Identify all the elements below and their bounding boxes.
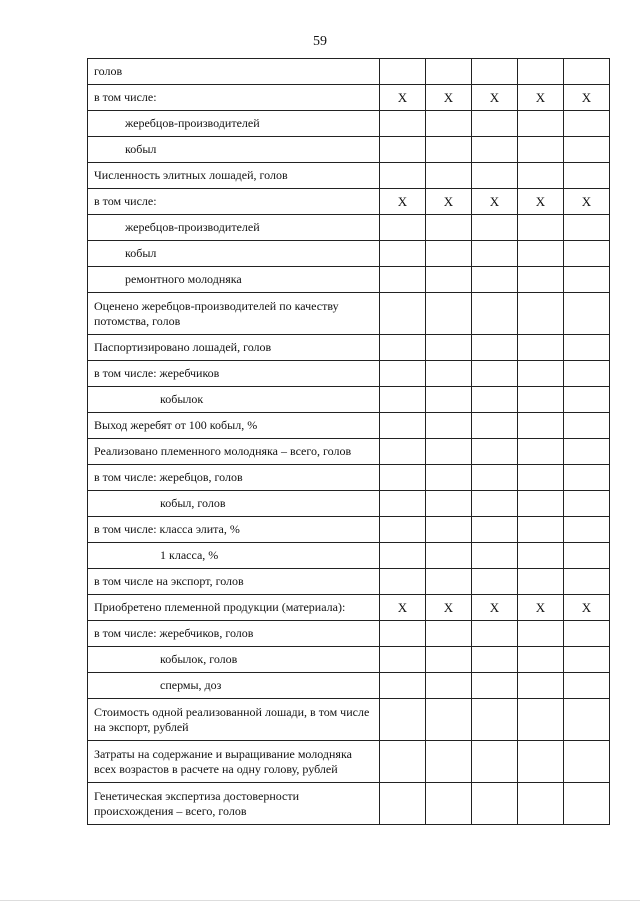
table-row <box>88 335 610 361</box>
value-cell <box>380 439 426 465</box>
value-cell <box>564 335 610 361</box>
value-cell: X <box>472 189 518 215</box>
row-label: в том числе: класса элита, % <box>88 517 380 543</box>
value-cell <box>564 163 610 189</box>
table-row <box>88 413 610 439</box>
value-cell <box>564 569 610 595</box>
value-cell <box>472 569 518 595</box>
value-cell <box>564 293 610 335</box>
livestock-form-table <box>87 58 610 825</box>
row-label: 1 класса, % <box>88 543 380 569</box>
value-cell <box>380 621 426 647</box>
value-cell <box>518 543 564 569</box>
row-label: в том числе: <box>88 189 380 215</box>
value-cell <box>472 335 518 361</box>
value-cell <box>426 163 472 189</box>
value-cell <box>564 543 610 569</box>
table-row <box>88 293 610 335</box>
value-cell <box>564 111 610 137</box>
value-cell <box>472 491 518 517</box>
value-cell <box>426 387 472 413</box>
value-cell <box>564 783 610 825</box>
value-cell <box>518 673 564 699</box>
table-row <box>88 595 610 621</box>
value-cell <box>426 517 472 543</box>
row-label: кобылок <box>88 387 380 413</box>
row-label: в том числе: жеребцов, голов <box>88 465 380 491</box>
value-cell: X <box>564 189 610 215</box>
row-label: жеребцов-производителей <box>88 111 380 137</box>
table-row <box>88 517 610 543</box>
table-row <box>88 741 610 783</box>
value-cell <box>564 517 610 543</box>
value-cell <box>380 361 426 387</box>
value-cell <box>518 215 564 241</box>
row-label: Генетическая экспертиза достоверности происхождения – всего, голов <box>88 783 380 825</box>
value-cell <box>518 439 564 465</box>
value-cell <box>472 517 518 543</box>
value-cell: X <box>380 595 426 621</box>
row-label: Численность элитных лошадей, голов <box>88 163 380 189</box>
value-cell <box>518 517 564 543</box>
value-cell: X <box>518 189 564 215</box>
value-cell <box>426 699 472 741</box>
row-label: Стоимость одной реализованной лошади, в том числе на экспорт, рублей <box>88 699 380 741</box>
row-label: кобыл <box>88 137 380 163</box>
value-cell <box>426 335 472 361</box>
table-row <box>88 59 610 85</box>
row-label: Паспортизировано лошадей, голов <box>88 335 380 361</box>
table-row <box>88 621 610 647</box>
value-cell <box>380 673 426 699</box>
value-cell: X <box>426 595 472 621</box>
value-cell <box>472 465 518 491</box>
row-label: голов <box>88 59 380 85</box>
value-cell <box>564 361 610 387</box>
value-cell <box>426 491 472 517</box>
page-bottom-edge <box>0 900 640 901</box>
value-cell <box>380 59 426 85</box>
value-cell: X <box>564 595 610 621</box>
value-cell <box>380 111 426 137</box>
value-cell <box>564 413 610 439</box>
row-label: жеребцов-производителей <box>88 215 380 241</box>
row-label: кобылок, голов <box>88 647 380 673</box>
value-cell: X <box>518 595 564 621</box>
value-cell: X <box>426 85 472 111</box>
value-cell <box>518 267 564 293</box>
table-row <box>88 783 610 825</box>
table-row <box>88 387 610 413</box>
value-cell <box>472 137 518 163</box>
table-row <box>88 85 610 111</box>
row-label: в том числе: <box>88 85 380 111</box>
value-cell <box>518 111 564 137</box>
value-cell <box>380 413 426 439</box>
value-cell <box>518 387 564 413</box>
table-row <box>88 647 610 673</box>
row-label: в том числе: жеребчиков, голов <box>88 621 380 647</box>
row-label: Оценено жеребцов-производителей по качеству потомства, голов <box>88 293 380 335</box>
value-cell: X <box>426 189 472 215</box>
value-cell <box>426 267 472 293</box>
value-cell <box>472 439 518 465</box>
value-cell <box>564 647 610 673</box>
value-cell <box>564 59 610 85</box>
row-label: Приобретено племенной продукции (материала): <box>88 595 380 621</box>
value-cell <box>380 293 426 335</box>
value-cell <box>380 647 426 673</box>
value-cell <box>472 621 518 647</box>
value-cell: X <box>472 85 518 111</box>
value-cell <box>564 387 610 413</box>
value-cell <box>426 215 472 241</box>
value-cell <box>426 569 472 595</box>
value-cell <box>380 517 426 543</box>
value-cell <box>380 491 426 517</box>
page-number: 59 <box>313 34 327 49</box>
value-cell <box>426 543 472 569</box>
value-cell <box>472 241 518 267</box>
value-cell <box>426 741 472 783</box>
table-row <box>88 215 610 241</box>
row-label: кобыл <box>88 241 380 267</box>
row-label: в том числе на экспорт, голов <box>88 569 380 595</box>
value-cell <box>426 673 472 699</box>
row-label: Затраты на содержание и выращивание молодняка всех возрастов в расчете на одну голову, рублей <box>88 741 380 783</box>
table-row <box>88 491 610 517</box>
table-row <box>88 241 610 267</box>
table-row <box>88 267 610 293</box>
value-cell <box>518 465 564 491</box>
value-cell <box>426 293 472 335</box>
value-cell <box>472 163 518 189</box>
value-cell <box>518 569 564 595</box>
value-cell <box>518 59 564 85</box>
row-label: спермы, доз <box>88 673 380 699</box>
value-cell <box>426 111 472 137</box>
value-cell <box>472 647 518 673</box>
value-cell <box>472 293 518 335</box>
value-cell <box>564 673 610 699</box>
value-cell <box>472 215 518 241</box>
table-row <box>88 111 610 137</box>
value-cell: X <box>380 189 426 215</box>
value-cell: X <box>564 85 610 111</box>
value-cell <box>518 491 564 517</box>
value-cell <box>380 163 426 189</box>
value-cell <box>426 137 472 163</box>
value-cell <box>380 215 426 241</box>
value-cell <box>380 241 426 267</box>
value-cell <box>472 543 518 569</box>
value-cell <box>564 699 610 741</box>
value-cell <box>380 387 426 413</box>
value-cell <box>426 241 472 267</box>
value-cell <box>518 413 564 439</box>
value-cell: X <box>380 85 426 111</box>
value-cell <box>472 59 518 85</box>
value-cell <box>518 621 564 647</box>
value-cell <box>518 293 564 335</box>
value-cell <box>564 215 610 241</box>
value-cell <box>380 267 426 293</box>
row-label: ремонтного молодняка <box>88 267 380 293</box>
row-label: Реализовано племенного молодняка – всего, голов <box>88 439 380 465</box>
row-label: в том числе: жеребчиков <box>88 361 380 387</box>
value-cell <box>564 267 610 293</box>
value-cell <box>564 491 610 517</box>
table-row <box>88 361 610 387</box>
value-cell <box>426 647 472 673</box>
value-cell <box>518 741 564 783</box>
value-cell <box>564 241 610 267</box>
value-cell <box>380 699 426 741</box>
value-cell <box>426 439 472 465</box>
value-cell <box>518 647 564 673</box>
value-cell <box>472 413 518 439</box>
table-row <box>88 189 610 215</box>
value-cell <box>426 413 472 439</box>
value-cell <box>472 111 518 137</box>
value-cell <box>426 621 472 647</box>
value-cell <box>564 621 610 647</box>
value-cell <box>564 439 610 465</box>
value-cell <box>380 741 426 783</box>
table-row <box>88 163 610 189</box>
value-cell <box>518 783 564 825</box>
row-label: Выход жеребят от 100 кобыл, % <box>88 413 380 439</box>
value-cell <box>380 783 426 825</box>
value-cell <box>426 361 472 387</box>
table-row <box>88 465 610 491</box>
value-cell <box>518 241 564 267</box>
value-cell: X <box>472 595 518 621</box>
value-cell <box>426 465 472 491</box>
row-label: кобыл, голов <box>88 491 380 517</box>
value-cell <box>472 361 518 387</box>
value-cell <box>518 137 564 163</box>
table-row <box>88 569 610 595</box>
table-row <box>88 439 610 465</box>
value-cell <box>380 569 426 595</box>
value-cell <box>426 783 472 825</box>
table-row <box>88 699 610 741</box>
table-row <box>88 673 610 699</box>
table-body <box>88 59 610 825</box>
table-row <box>88 137 610 163</box>
value-cell <box>380 137 426 163</box>
value-cell: X <box>518 85 564 111</box>
value-cell <box>472 783 518 825</box>
value-cell <box>518 361 564 387</box>
value-cell <box>380 543 426 569</box>
value-cell <box>564 137 610 163</box>
value-cell <box>472 741 518 783</box>
value-cell <box>564 741 610 783</box>
value-cell <box>472 699 518 741</box>
value-cell <box>518 699 564 741</box>
value-cell <box>472 387 518 413</box>
value-cell <box>564 465 610 491</box>
value-cell <box>472 673 518 699</box>
value-cell <box>518 163 564 189</box>
table-row <box>88 543 610 569</box>
value-cell <box>472 267 518 293</box>
value-cell <box>380 465 426 491</box>
value-cell <box>518 335 564 361</box>
value-cell <box>426 59 472 85</box>
value-cell <box>380 335 426 361</box>
